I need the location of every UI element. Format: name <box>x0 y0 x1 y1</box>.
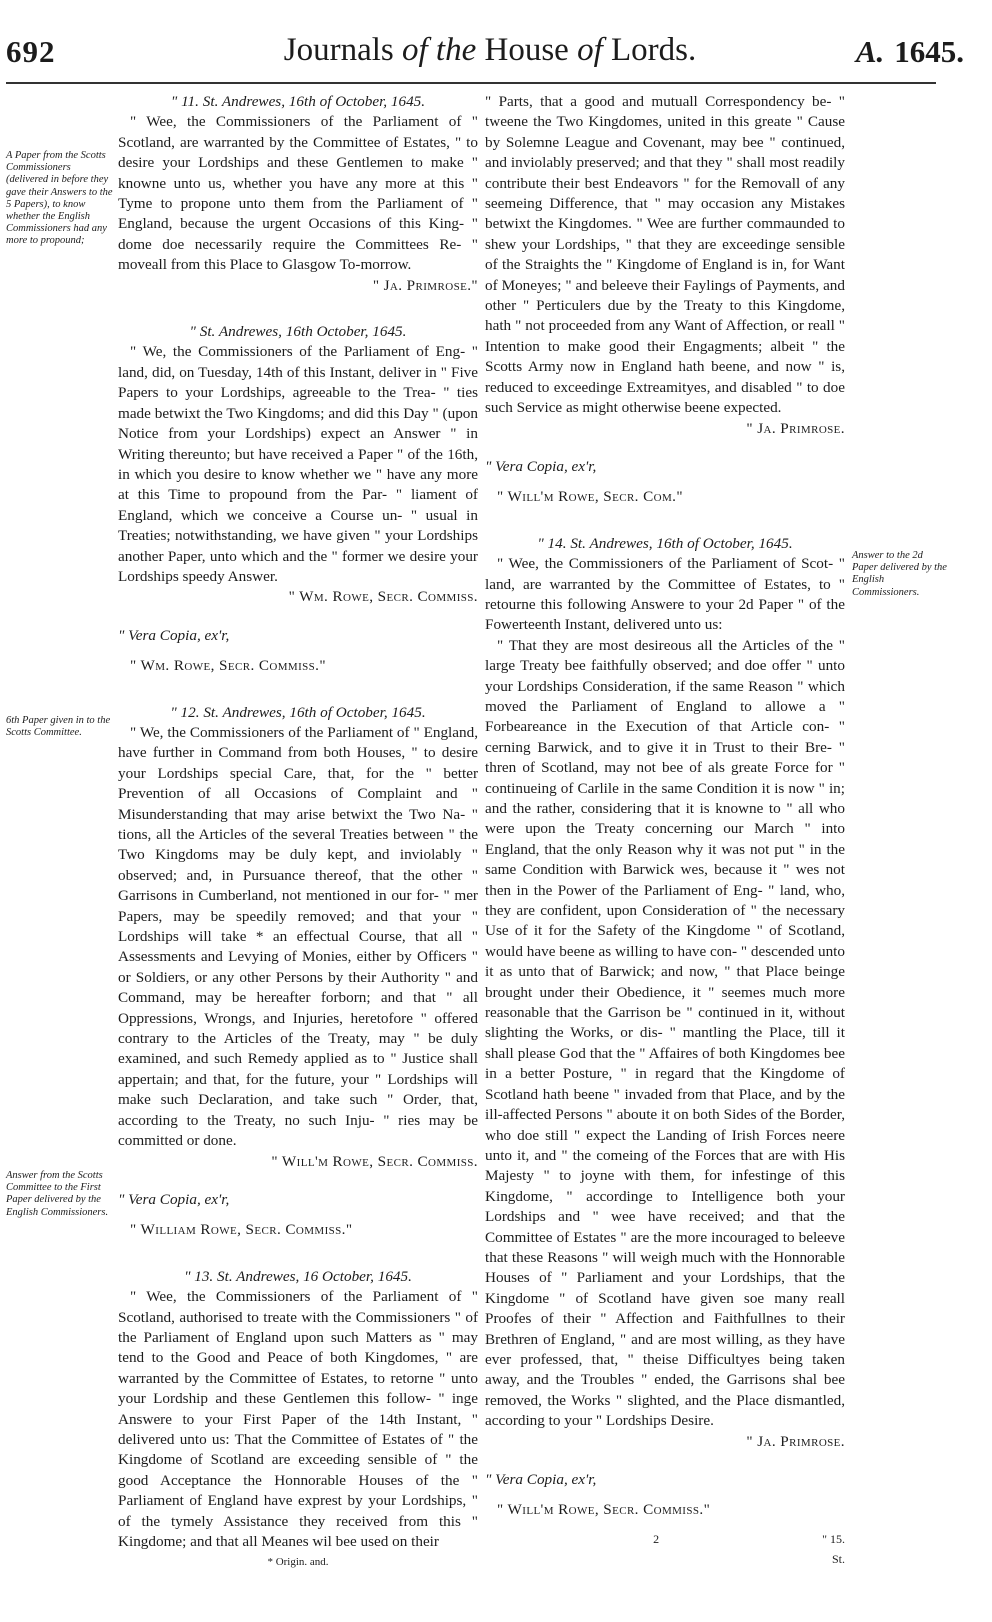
page-header <box>0 28 992 76</box>
signature-unnumbered: " Wm. Rowe, Secr. Commiss. <box>288 588 478 606</box>
title-lords: Lords. <box>610 32 697 68</box>
paragraph-13: " Wee, the Commissioners of the Parliament of " Scotland, authorised to treate with the Commissioners " of the Parliament of England upon such Matters as " may tend to the Good and Peace of both Kingdomes, " are warranted by the Committee of Estates, to retorne " unto your Lordship and these Gentlemen this follow- " inge Answere to your First Paper of the 14th Instant, " delivered unto us: That the Committee of Estates of " the Kingdome of Scotland are exceeding sensible of " the good Acceptance the Honnorable Houses of the " Parliament of England have exprest by your Lordships, " of the tymely Assistance they received from this " Kingdome; and that all Meanes wil bee used on their <box>118 1288 478 1550</box>
margin-note-scotts-paper: A Paper from the Scotts Commissioners (delivered in before they gave their Answers to the 5 Papers), to know whether the English Commissioners had any more to propound; <box>6 150 113 247</box>
margin-note-answer-first: Answer from the Scotts Committee to the First Paper delivered by the English Commissioners. <box>6 1170 109 1218</box>
right-column <box>485 92 845 1570</box>
title-house: House <box>484 32 569 68</box>
signature-12: " Will'm Rowe, Secr. Commiss. <box>271 1152 478 1170</box>
vera-copia-12: " Vera Copia, ex'r, <box>118 1190 230 1208</box>
vera-copia-sig-14: " Will'm Rowe, Secr. Commiss." <box>497 1501 711 1519</box>
margin-note-answer-second: Answer to the 2d Paper delivered by the English Commissioners. <box>852 550 947 598</box>
footnote: * Origin. and. <box>267 1556 329 1569</box>
title-of-the: of the <box>402 32 477 68</box>
left-column <box>118 92 478 1573</box>
page-number: 692 <box>6 34 56 69</box>
paragraph-14-intro: " Wee, the Commissioners of the Parliament of Scot- " land, are warranted by the Committee of Estates, to " retourne this following Answere to your 2d Paper " of the Fowerteenth Instant, delivered unto us: <box>485 555 845 634</box>
year-prefix: A. <box>855 34 885 69</box>
dateline-13: " 13. St. Andrewes, 16 October, 1645. <box>184 1267 412 1285</box>
signature-13: " Ja. Primrose. <box>746 419 845 437</box>
catchword: " 15. St. <box>822 1531 845 1567</box>
vera-copia-sig-13: " Will'm Rowe, Secr. Com." <box>497 488 683 506</box>
vera-copia-unnumbered: " Vera Copia, ex'r, <box>118 626 230 644</box>
vera-copia-13: " Vera Copia, ex'r, <box>485 457 597 475</box>
signature-14: " Ja. Primrose. <box>746 1432 845 1450</box>
dateline-unnumbered: " St. Andrewes, 16th October, 1645. <box>189 323 407 341</box>
running-title <box>260 32 720 69</box>
title-journals: Journals <box>283 32 394 68</box>
vera-copia-sig-unnumbered: " Wm. Rowe, Secr. Commiss." <box>130 657 326 675</box>
header-rule <box>6 82 936 84</box>
paragraph-14-body: " That they are most desireous all the Articles of the " large Treaty bee faithfully observed; and doe offer " unto your Lordships Consideration, if the same Reason " which moved the Parliament of England to allowe a " Forbeareance in the Execution of that Article con- " cerning Barwick, and to give it in Trust to their Bre- " thren of Scotland, may not bee of als greate Force for " continueing of Carlile in the same Condition it is now " in; and the rather, considering that it is knowne to " all who were upon the Treaty concerning our March " into England, that the only Reason why it was not put " in the same Condition with Barwick wes, because it " wes not then in the Power of the Parliament of Eng- " land, who, they are confident, upon Consideration of " the necessary Use of it for the Safety of the Kingdome " of Scotland, would have beene as willing to have con- " descended unto it as unto that of Barwick; and now, " that Place beinge brought under their Obedience, it " seemes much more reasonable that the Garrison be " continued in it, without slighting the Works, or dis- " mantling the Place, till it shall please God that the " Affaires of both Kingdomes bee in a better Posture, " in regard that the Kingdome of Scotland hath beene " invaded from that Place, and by the ill-affected Persons " aboute it on both Sides of the Border, who doe still " expect the Landing of Irish Forces neere unto it, and " the comeing of the Forces that are with His Majesty " to joyne with them, for infestinge of this Kingdome, " accordinge to Intelligence both your Lordships and " wee have received; and that the Committee of Estates " are the more incouraged to beleeve that these Reasons " will weigh much with the Honnorable Houses of " Parliament and your Lordships, that the Kingdome " of Scotland have given soe many reall Proofes of their " Affection and Faithfullnes to their Brethren of England, " and are most willing, as they have ever professed, that, " theise Difficultyes being taken away, and the Troubles " ended, the Garrisons shal bee removed, the Works " slighted, and the Place dismantled, according to your " Lordships Desire. <box>485 636 845 1430</box>
paragraph-11: " Wee, the Commissioners of the Parliament of " Scotland, are warranted by the Committee of Estates, " to desire your Lordships and these Gentlemen to make " knowne unto us, whether you have any more at this " Tyme to propone unto them from the Parliament of " England, because the urgent Occasions of this King- " dome doe necessarily require the Committees Re- " moveall from this Place to Glasgow To-morrow. <box>118 113 478 274</box>
title-of: of <box>577 32 603 68</box>
running-year <box>856 34 964 70</box>
signature-mark: 2 <box>653 1531 660 1546</box>
dateline-11: " 11. St. Andrewes, 16th of October, 1645. <box>170 93 426 110</box>
vera-copia-14: " Vera Copia, ex'r, <box>485 1471 597 1488</box>
signature-11: " Ja. Primrose." <box>372 276 478 294</box>
year-value: 1645. <box>894 34 964 69</box>
paragraph-13-continued: " Parts, that a good and mutuall Correspondency be- " tweene the Two Kingdomes, united in this greate " Cause by Solemne League and Covenant, may bee " continued, and inviolably preserved; and that they " shall most readily contribute their best Endeavors " for the Removall of any seemeing Difference, that " may occasion any Mistakes betwixt the Kingdomes. " Wee are further commaunded to shew your Lordships, " that they are exceedinge sensible of the Straights the " Kingdome of England is in, for Want of Moneyes; " and beleeve their Faylings of Payments, and other " Perticulers due by the Treaty to this Kingdome, hath " not proceeded from any Want of Affection, or reall " Intention to make good their Engagments; albeit " the Scotts Army now in England hath beene, and now " is, reduced to exceedinge Extreamityes, and disabled " to doe such Service as might otherwise beene expected. <box>485 93 845 417</box>
catchword-line <box>485 1529 845 1570</box>
margin-note-sixth-paper: 6th Paper given in to the Scotts Committee. <box>6 715 111 739</box>
dateline-12: " 12. St. Andrewes, 16th of October, 1645. <box>170 703 426 721</box>
dateline-14: " 14. St. Andrewes, 16th of October, 1645. <box>537 534 793 552</box>
paragraph-12: " We, the Commissioners of the Parliament of " England, have further in Command from both Houses, " to desire your Lordships special Care, that, for the " better Prevention of all Occasions of Complaint and " Misunderstanding that may arise betwixt the Two Na- " tions, all the Articles of the several Treaties between " the Two Kingdoms may be duly kept, and inviolably " observed; and, in Pursuance thereof, that the other " Garrisons in Cumberland, not mentioned in our for- " mer Papers, may be speedily removed; and that your " Lordships will take * an effectual Course, that all " Assessments and Levying of Monies, either by Officers " or Soldiers, or any other Persons by their Authority " and Command, may be hereafter forborn; and that " all Oppressions, Wrongs, and Injuries, heretofore " offered contrary to the Articles of the Treaty, may " be duly examined, and such Remedy applied as to " Justice shall appertain; and that, for the future, your " Lordships will make such Declaration, and take such " Order, that, according to the Treaty, no such Inju- " ries may be committed or done. <box>118 723 478 1150</box>
paragraph-unnumbered: " We, the Commissioners of the Parliament of Eng- " land, did, on Tuesday, 14th of this Instant, deliver in " Five Papers to your Lordships, agreeable to the Trea- " ties made betwixt the Two Kingdoms; and did this Day " (upon Notice from your Lordships) expect an Answer " in Writing thereunto; but have received a Paper " of the 16th, in which you desire to know whether we " have any more at this Time to propound from the Par- " liament of England, which we conceive a Course un- " usual in Treaties; notwithstanding, we have given " your Lordships another Paper, unto which and the " former we desire your Lordships speedy Answer. <box>118 343 478 585</box>
vera-copia-sig-12: " William Rowe, Secr. Commiss." <box>130 1221 353 1239</box>
